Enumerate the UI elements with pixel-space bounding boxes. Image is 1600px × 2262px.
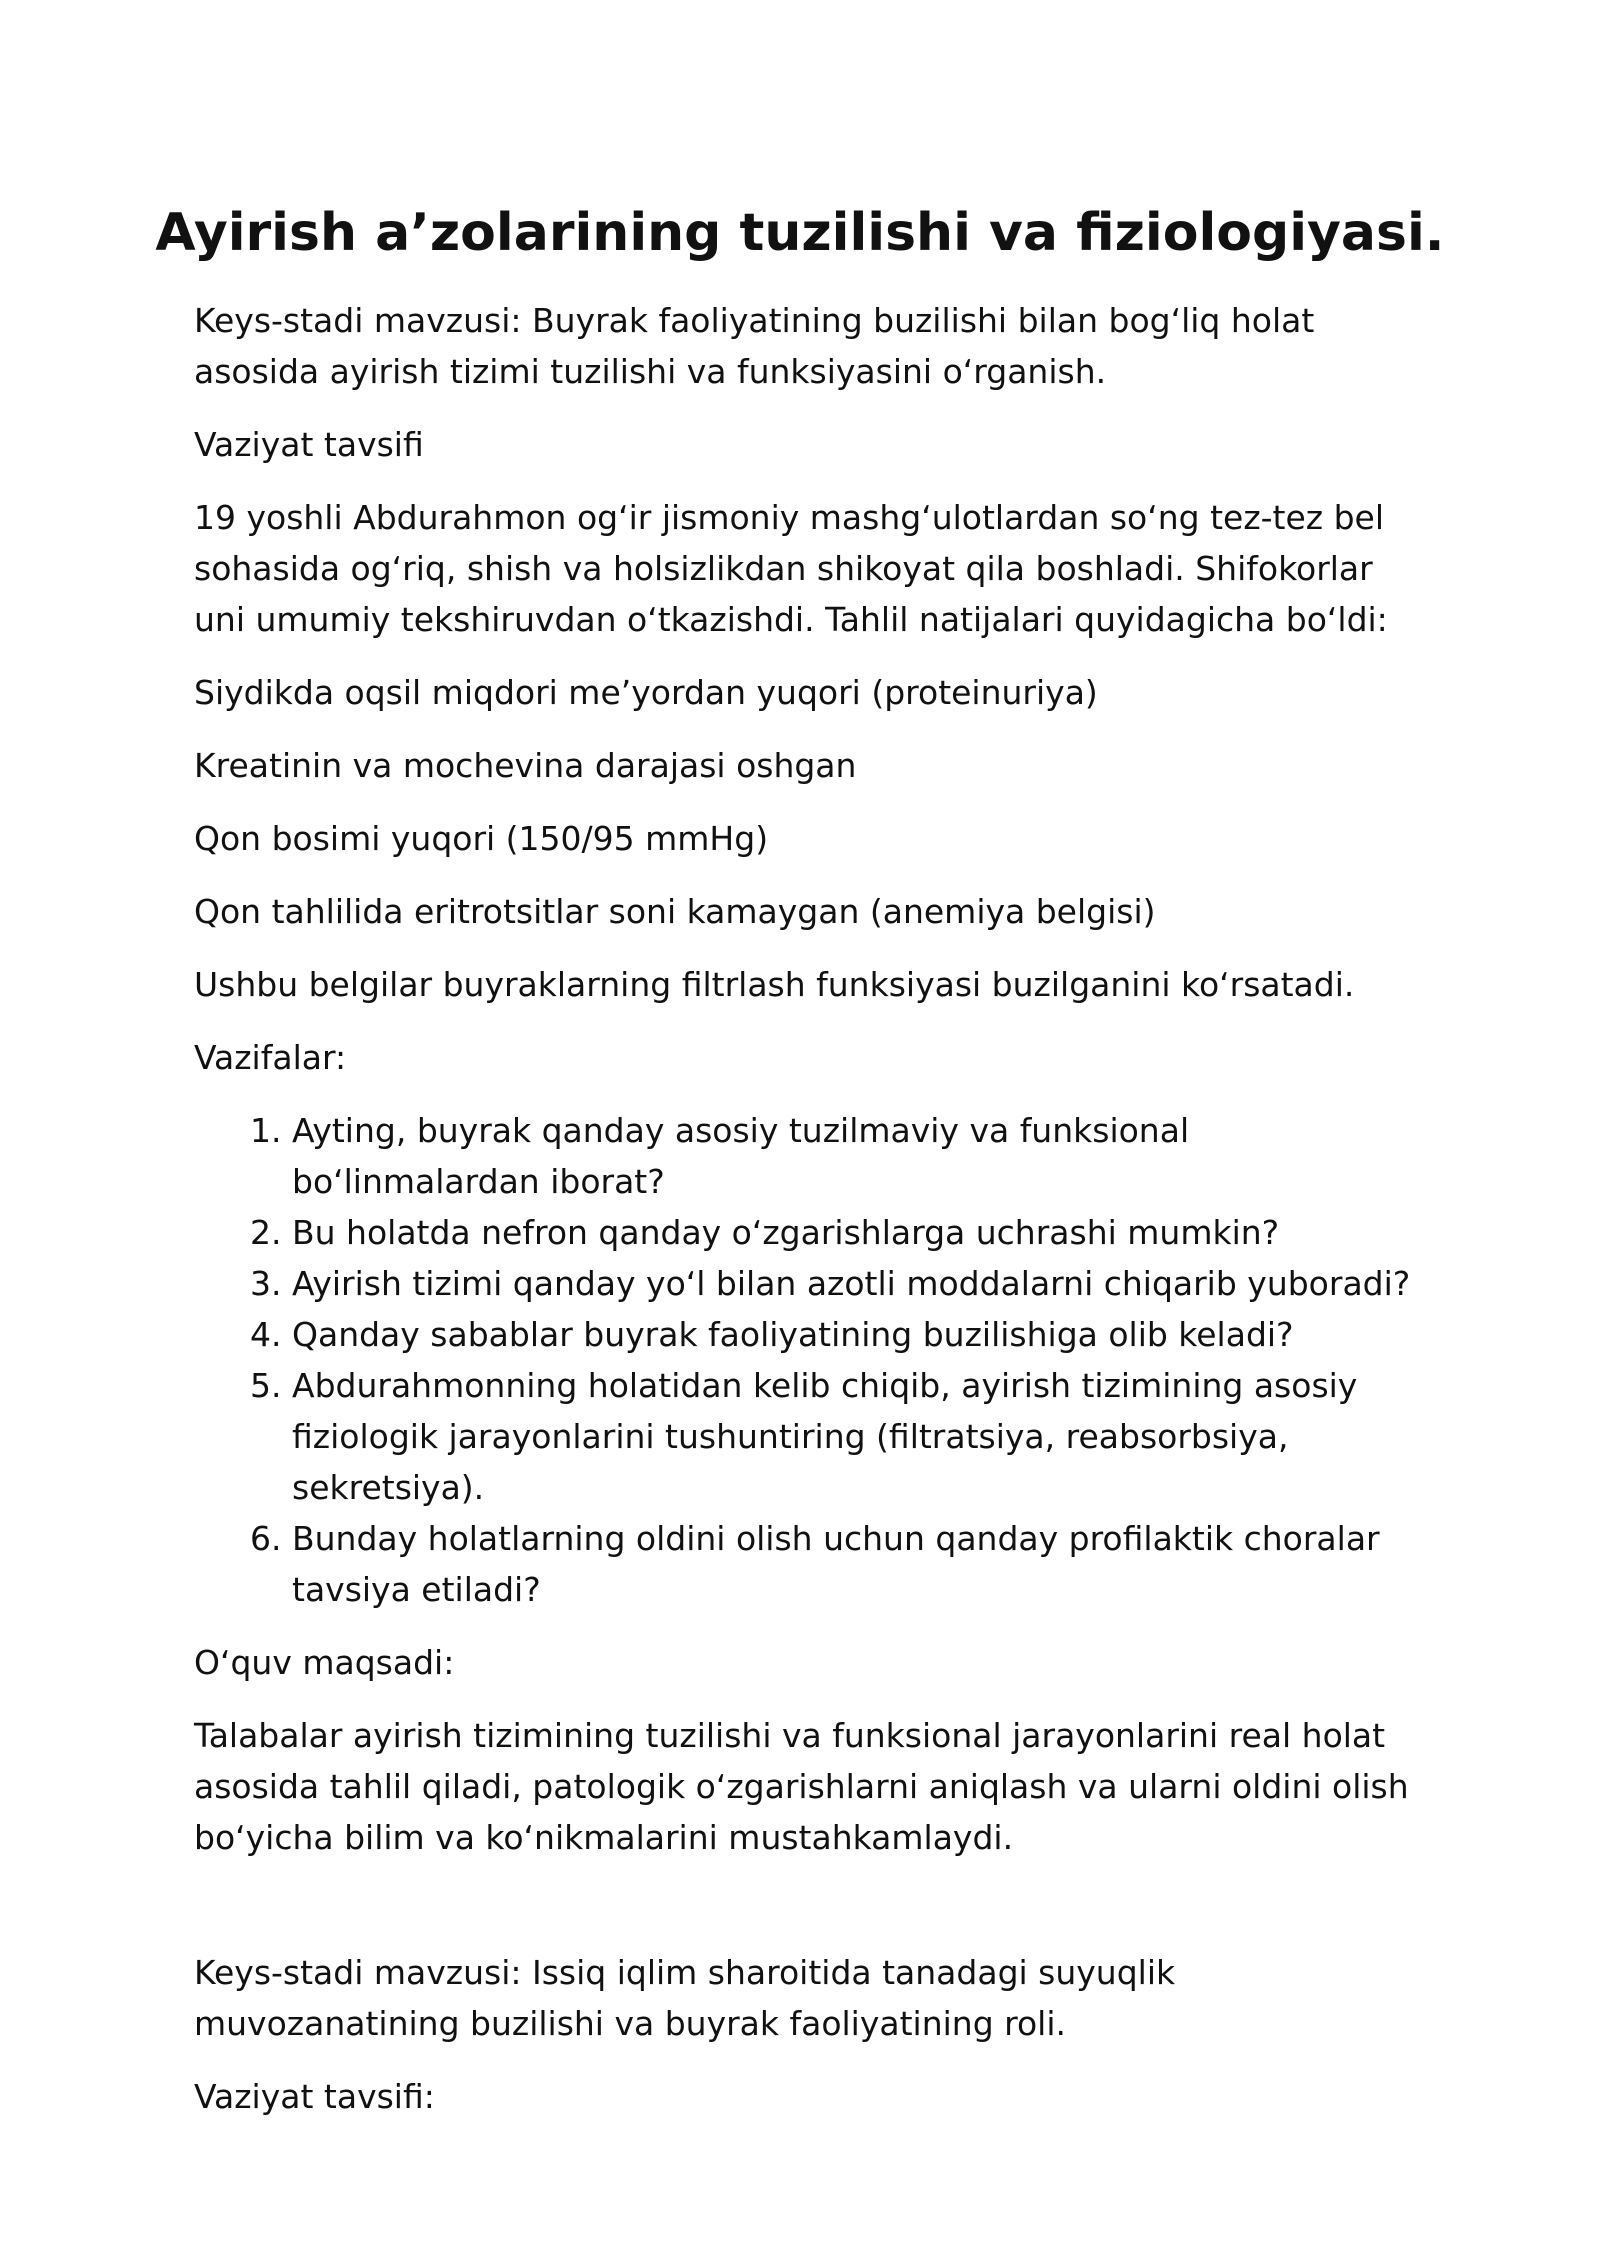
tasks-list [194, 1105, 1424, 1615]
case1-topic: Keys-stadi mavzusi: Buyrak faoliyatining buzilishi bilan bog‘liq holat asosida ayirish tizimi tuzilishi va funksiyasini o‘rganish. [194, 301, 1315, 391]
case2-situation-heading: Vaziyat tavsifi: [194, 2077, 435, 2116]
case1-situation-text: 19 yoshli Abdurahmon og‘ir jismoniy mashg‘ulotlardan so‘ng tez-tez bel sohasida og‘riq, shish va holsizlikdan shikoyat qila boshladi. Shifokorlar uni umumiy tekshiruvdan o‘tkazishdi. Tahlil natijalari quyidagicha bo‘ldi: [194, 498, 1388, 639]
finding-creatinine: Kreatinin va mochevina darajasi oshgan [194, 746, 857, 785]
task-item: 6. Bunday holatlarning oldini olish uchun qanday profilaktik choralar tavsiya etiladi? [292, 1513, 1424, 1615]
finding-blood-pressure: Qon bosimi yuqori (150/95 mmHg) [194, 819, 769, 858]
case2-topic: Keys-stadi mavzusi: Issiq iqlim sharoitida tanadagi suyuqlik muvozanatining buzilishi va buyrak faoliyatining roli. [194, 1953, 1176, 2043]
case1-situation-heading: Vaziyat tavsifi [194, 425, 424, 464]
task-item: 3. Ayirish tizimi qanday yo‘l bilan azotli moddalarni chiqarib yuboradi? [292, 1258, 1424, 1309]
task-item: 2. Bu holatda nefron qanday o‘zgarishlarga uchrashi mumkin? [292, 1207, 1424, 1258]
document-body [194, 295, 1424, 2144]
goal-text: Talabalar ayirish tizimining tuzilishi va funksional jarayonlarini real holat asosida tahlil qiladi, patologik o‘zgarishlarni aniqlash va ularni oldini olish bo‘yicha bilim va ko‘nikmalarini mustahkamlaydi. [194, 1716, 1409, 1857]
task-item: 5. Abdurahmonning holatidan kelib chiqib, ayirish tizimining asosiy fiziologik jarayonlarini tushuntiring (filtratsiya, reabsorbsiya, sekretsiya). [292, 1360, 1424, 1513]
finding-proteinuria: Siydikda oqsil miqdori me’yordan yuqori (proteinuriya) [194, 673, 1098, 712]
finding-anemia: Qon tahlilida eritrotsitlar soni kamaygan (anemiya belgisi) [194, 892, 1156, 931]
task-item: 4. Qanday sabablar buyrak faoliyatining buzilishiga olib keladi? [292, 1309, 1424, 1360]
case1-conclusion: Ushbu belgilar buyraklarning filtrlash funksiyasi buzilganini ko‘rsatadi. [194, 965, 1355, 1004]
goal-heading: O‘quv maqsadi: [194, 1643, 455, 1682]
document-title: Ayirish a’zolarining tuzilishi va fiziologiyasi. [155, 203, 1445, 263]
task-item: 1. Ayting, buyrak qanday asosiy tuzilmaviy va funksional bo‘linmalardan iborat? [292, 1105, 1424, 1207]
tasks-heading: Vazifalar: [194, 1038, 347, 1077]
section-spacer [194, 1885, 1424, 1947]
